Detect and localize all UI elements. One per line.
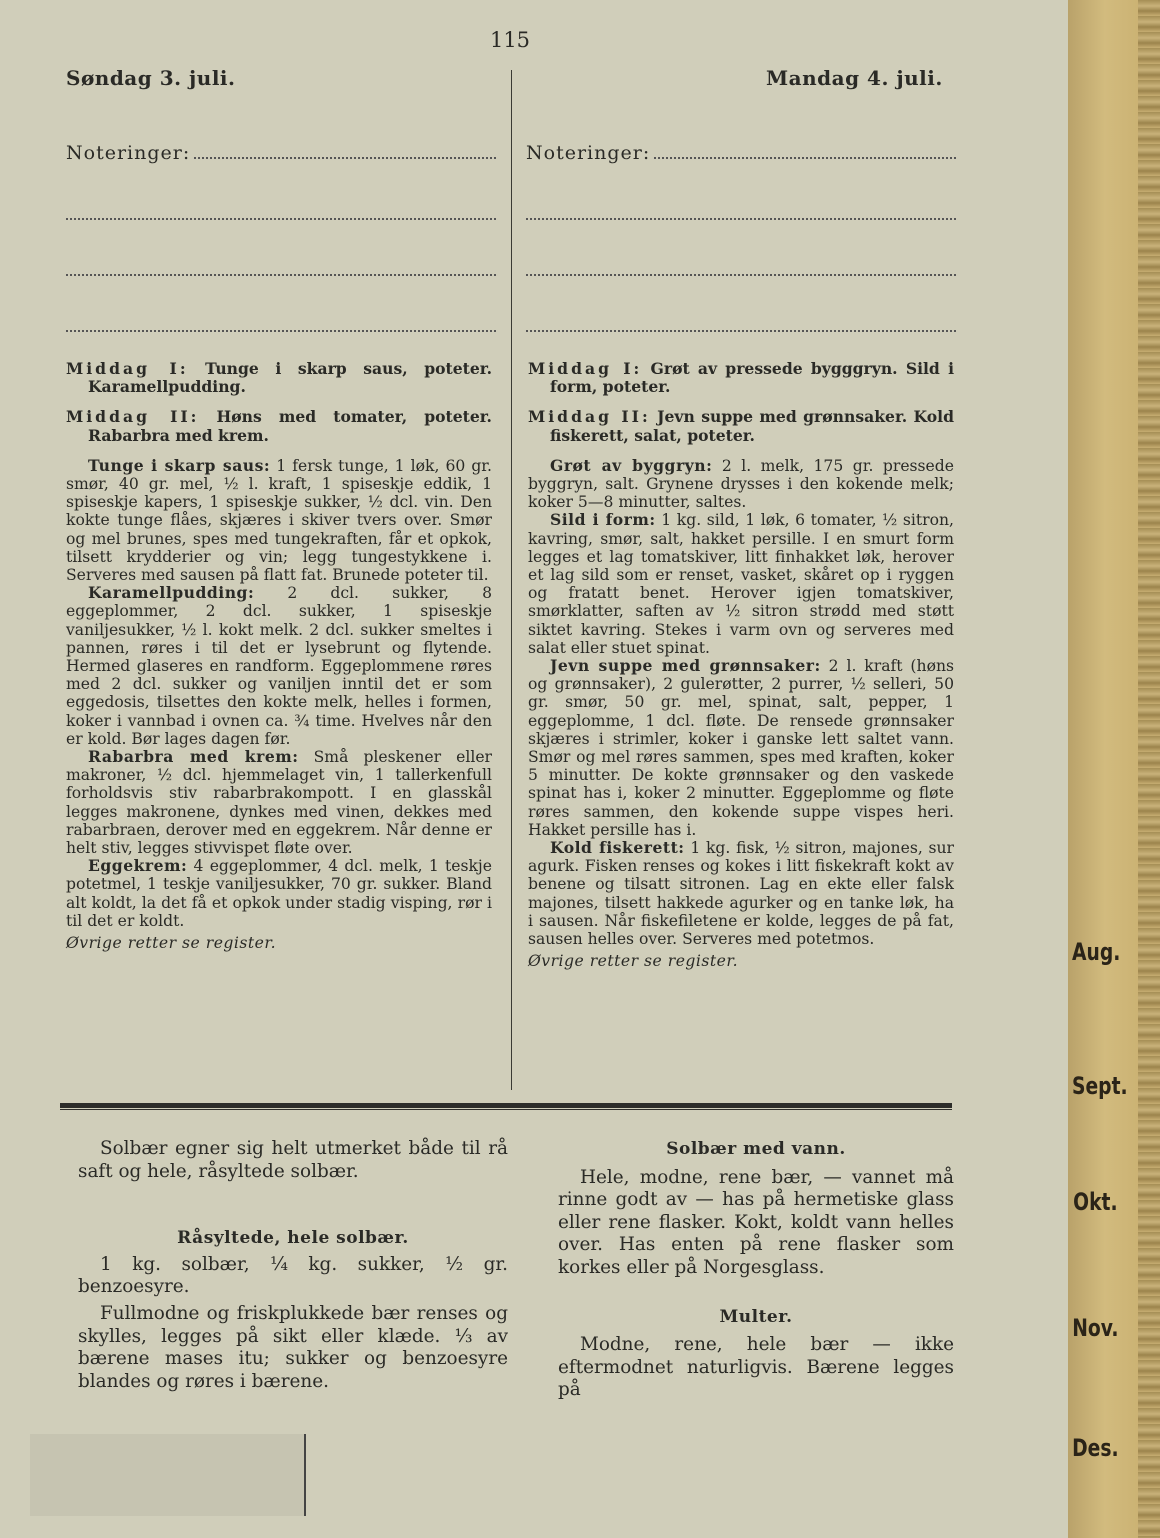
dotted-line xyxy=(66,328,496,332)
menu-1 xyxy=(66,360,492,396)
menu-column-left xyxy=(66,360,492,968)
menu-column-right xyxy=(528,360,954,986)
column-divider xyxy=(511,70,512,1090)
recipe-text: 2 l. kraft (høns og grønnsaker), 2 gulerøtter, 2 purrer, ½ selleri, 50 gr. smør, 50 gr. mel, spinat, salt, pepper, 1 eggeplomme, 1 dcl. fløte. De rensede grønnsaker skjæres i strimler, koker i ganske lett saltet vann. Smør og mel røres sammen, spes med kraften, koker 5 minutter. De kokte grønnsaker og den vaskede spinat has i, koker 2 minutter. Eggeplomme og fløte røres sammen, den kokende suppe vispes heri. Hakket persille has i. xyxy=(528,657,954,839)
notes-section-left xyxy=(66,140,496,332)
menu-text: Grøt av pressede bygggryn. Sild i form, poteter. xyxy=(550,359,954,397)
day-title-left: Søndag 3. juli. xyxy=(66,66,236,90)
recipe xyxy=(66,457,492,584)
recipe-title: Sild i form: xyxy=(550,510,656,530)
menu-label: Middag II: xyxy=(66,407,200,427)
tab-sept[interactable]: Sept. xyxy=(1072,1072,1128,1100)
recipe-title: Rabarbra med krem: xyxy=(88,747,299,767)
menu-2 xyxy=(528,408,954,444)
section-rule xyxy=(60,1103,952,1108)
menu-label: Middag II: xyxy=(528,407,651,427)
recipe-title: Jevn suppe med grønnsaker: xyxy=(550,656,821,676)
section-heading: Multer. xyxy=(719,1306,793,1327)
recipe xyxy=(66,857,492,930)
dotted-line xyxy=(526,328,956,332)
recipe xyxy=(528,457,954,512)
tab-nov[interactable]: Nov. xyxy=(1072,1314,1119,1342)
section-heading: Råsyltede, hele solbær. xyxy=(177,1228,409,1249)
recipe-text: 2 l. melk, 175 gr. pressede byggryn, salt. Grynene drysses i den kokende melk; koker 5—8 minutter, saltes. xyxy=(528,456,954,512)
section-heading: Solbær med vann. xyxy=(666,1139,846,1159)
dotted-line xyxy=(526,272,956,276)
recipe-text: 2 dcl. sukker, 8 eggeplommer, 2 dcl. sukker, 1 spiseskje vaniljesukker, ½ l. kokt melk. 2 dcl. sukker smeltes i pannen, røres i til det er lysebrunt og flytende. Hermed glaseres en randform. Eggeplommene røres med 2 dcl. sukker og vaniljen inntil det er som eggedosis, tilsettes den kokte melk, helles i formen, koker i vannbad i ovnen ca. ¾ time. Hvelves når den er kold. Bør lages dagen før. xyxy=(66,584,492,748)
recipe-text: 1 kg. fisk, ½ sitron, majones, sur agurk. Fisken renses og kokes i litt fiskekraft kokt av benene og tilsatt sitronen. Lag en ekte eller falsk majones, tilsett hakkede agurker og en tanke løk, ha i sausen. Når fiskefiletene er kolde, legges de på fat, sausen helles over. Serveres med potetmos. xyxy=(528,839,955,949)
menu-text: Tunge i skarp saus, poteter. Karamellpudding. xyxy=(88,359,492,397)
menu-text: Høns med tomater, poteter. Rabarbra med krem. xyxy=(88,407,492,445)
recipe xyxy=(66,748,492,857)
paragraph: 1 kg. solbær, ¼ kg. sukker, ½ gr. benzoesyre. xyxy=(78,1253,508,1298)
day-title-right: Mandag 4. juli. xyxy=(766,66,943,90)
dotted-line xyxy=(654,157,956,159)
dotted-line xyxy=(66,216,496,220)
tab-okt[interactable]: Okt. xyxy=(1073,1188,1118,1216)
recipe xyxy=(528,511,954,657)
tab-des[interactable]: Des. xyxy=(1072,1434,1119,1462)
section-rule xyxy=(60,1109,952,1110)
recipe-text: 1 fersk tunge, 1 løk, 60 gr. smør, 40 gr. mel, ½ l. kraft, 1 spiseskje eddik, 1 spiseskje kapers, 1 spiseskje sukker, ½ dcl. vin. Den kokte tunge flåes, skjæres i skiver tvers over. Smør og mel brunes, spes med tungekraften, får et opkok, tilsett krydderier og vin; legg tungestykkene i. Serveres med sausen på flatt fat. Brunede poteter til. xyxy=(66,456,493,585)
recipe-title: Kold fiskerett: xyxy=(550,838,685,858)
paper-patch xyxy=(30,1434,306,1516)
recipe-title: Karamellpudding: xyxy=(88,583,255,603)
notes-label: Noteringer: xyxy=(526,142,651,164)
paragraph: Hele, modne, rene bær, — vannet må rinne godt av — has på hermetiske glass eller rene flasker. Kokt, koldt vann helles over. Has enten på rene flasker som korkes eller på Norgesglass. xyxy=(558,1166,954,1278)
page-number: 115 xyxy=(489,28,531,52)
other-dishes-note: Øvrige retter se register. xyxy=(66,934,277,953)
recipe xyxy=(528,657,954,839)
recipe-text: 1 kg. sild, 1 løk, 6 tomater, ½ sitron, kavring, smør, salt, hakket persille. I en smurt form legges et lag tomatskiver, litt finhakket løk, herover et lag sild som er renset, vasket, skåret op i ryggen og fratatt benet. Herover igjen tomatskiver, smørklatter, saften av ½ sitron strødd med støtt siktet kavring. Stekes i varm ovn og serveres med salat eller stuet spinat. xyxy=(528,511,954,657)
paragraph: Fullmodne og friskplukkede bær renses og skylles, legges på sikt eller klæde. ⅓ av bærene mases itu; sukker og benzoesyre blandes og røres i bærene. xyxy=(78,1302,508,1392)
page-edges xyxy=(1138,0,1160,1538)
tab-aug[interactable]: Aug. xyxy=(1072,938,1121,966)
notes-section-right xyxy=(526,140,956,332)
recipe xyxy=(66,584,492,748)
menu-1 xyxy=(528,360,954,396)
dotted-line xyxy=(194,157,496,159)
recipe-title: Grøt av byggryn: xyxy=(550,455,713,475)
recipe-title: Tunge i skarp saus: xyxy=(88,455,271,475)
dotted-line xyxy=(66,272,496,276)
recipe-text: Små pleskener eller makroner, ½ dcl. hjemmelaget vin, 1 tallerkenfull forholdsvis stiv rabarbrakompott. I en glasskål legges makronene, dynkes med vinen, dekkes med rabarbraen, derover med en eggekrem. Når denne er helt stiv, legges stivvispet fløte over. xyxy=(66,748,493,858)
menu-label: Middag I: xyxy=(528,359,643,378)
recipe xyxy=(528,839,954,948)
recipe-text: 4 eggeplommer, 4 dcl. melk, 1 teskje potetmel, 1 teskje vaniljesukker, 70 gr. sukker. Bland alt koldt, la det få et opkok under stadig visping, rør i til det er koldt. xyxy=(66,857,492,930)
menu-text: Jevn suppe med grønnsaker. Kold fiskerett, salat, poteter. xyxy=(550,407,954,445)
preserving-text-left xyxy=(78,1138,508,1393)
paragraph: Modne, rene, hele bær — ikke eftermodnet naturligvis. Bærene legges på xyxy=(558,1334,954,1401)
dotted-line xyxy=(526,216,956,220)
menu-label: Middag I: xyxy=(66,359,189,378)
preserving-text-right xyxy=(558,1138,954,1402)
notes-label: Noteringer: xyxy=(66,142,191,164)
recipe-title: Eggekrem: xyxy=(88,856,188,876)
menu-2 xyxy=(66,408,492,444)
other-dishes-note: Øvrige retter se register. xyxy=(528,952,739,971)
intro-paragraph: Solbær egner sig helt utmerket både til rå saft og hele, råsyltede solbær. xyxy=(78,1138,508,1182)
